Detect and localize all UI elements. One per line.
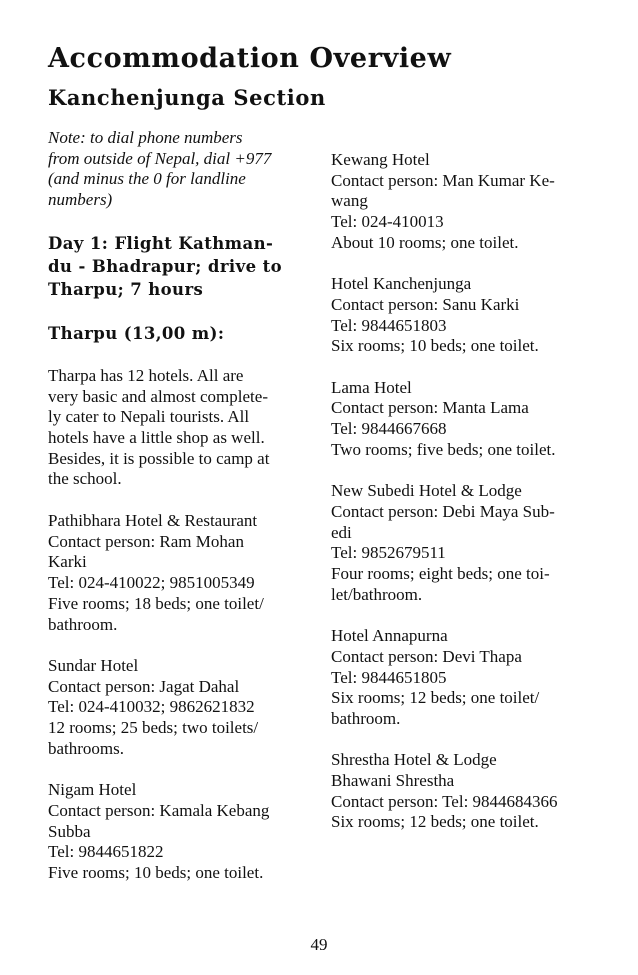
note-line: (and minus the 0 for landline: [48, 169, 246, 189]
hotel-line: Tel: 9852679511: [331, 543, 446, 563]
day-heading-line: du - Bhadrapur; drive to: [48, 256, 283, 276]
hotel-line: Contact person: Man Kumar Ke-: [331, 170, 555, 190]
hotel-line: About 10 rooms; one toilet.: [331, 232, 519, 252]
hotel-entry-kanchenjunga: [331, 274, 593, 357]
hotel-line: bathrooms.: [48, 738, 125, 758]
intro-line: ly cater to Nepali tourists. All: [48, 407, 250, 427]
hotel-line: Contact person: Ram Mohan: [48, 531, 244, 551]
hotel-line: Contact person: Manta Lama: [331, 398, 529, 418]
hotel-line: Shrestha Hotel & Lodge: [331, 750, 497, 770]
hotel-line: Five rooms; 18 beds; one toilet/: [48, 593, 264, 613]
hotel-entry-pathibhara: [48, 511, 310, 635]
hotel-line: Karki: [48, 552, 87, 572]
hotel-line: Lama Hotel: [331, 377, 412, 397]
note-line: Note: to dial phone numbers: [48, 128, 243, 147]
hotel-line: Six rooms; 12 beds; one toilet/: [331, 688, 540, 708]
hotel-line: Four rooms; eight beds; one toi-: [331, 564, 550, 584]
hotel-line: Six rooms; 10 beds; one toilet.: [331, 336, 539, 356]
hotel-line: Six rooms; 12 beds; one toilet.: [331, 812, 539, 832]
hotel-entry-shrestha: [331, 750, 593, 833]
intro-line: Besides, it is possible to camp at: [48, 448, 270, 468]
hotel-line: Tel: 9844651805: [331, 667, 447, 687]
hotel-entry-kewang: [331, 150, 593, 254]
hotel-line: wang: [331, 191, 368, 211]
left-column: [48, 128, 310, 904]
hotel-line: Tel: 9844667668: [331, 419, 447, 439]
hotel-line: Two rooms; five beds; one toilet.: [331, 439, 556, 459]
hotel-line: Sundar Hotel: [48, 655, 139, 675]
hotel-line: Kewang Hotel: [331, 150, 430, 169]
note-line: from outside of Nepal, dial +977: [48, 148, 272, 168]
hotel-line: let/bathroom.: [331, 584, 423, 604]
section-subtitle: Kanchenjunga Section: [48, 85, 326, 110]
note-line: numbers): [48, 190, 113, 210]
hotel-line: Five rooms; 10 beds; one toilet.: [48, 862, 264, 882]
hotel-line: Contact person: Sanu Karki: [331, 294, 520, 314]
hotel-line: Tel: 024-410022; 9851005349: [48, 573, 255, 593]
page-number: 49: [310, 935, 328, 954]
hotel-line: edi: [331, 522, 352, 542]
intro-line: hotels have a little shop as well.: [48, 427, 265, 447]
hotel-line: Hotel Annapurna: [331, 626, 448, 646]
hotel-line: Tel: 024-410013: [331, 212, 444, 232]
right-column: [331, 150, 593, 854]
hotel-line: Subba: [48, 821, 91, 841]
hotel-line: Nigam Hotel: [48, 780, 137, 800]
intro-line: very basic and almost complete-: [48, 386, 268, 406]
hotel-entry-sundar: [48, 656, 310, 760]
hotel-entry-lama: [331, 378, 593, 461]
dialing-note: [48, 128, 310, 211]
day-heading: [48, 232, 310, 301]
hotel-line: Contact person: Kamala Kebang: [48, 800, 270, 820]
day-heading-line: Day 1: Flight Kathman-: [48, 233, 274, 253]
hotel-line: bathroom.: [331, 708, 401, 728]
hotel-line: Contact person: Debi Maya Sub-: [331, 501, 555, 521]
place-heading-line: Tharpu (13,00 m):: [48, 323, 225, 343]
hotel-line: Tel: 024-410032; 9862621832: [48, 697, 255, 717]
intro-line: Tharpa has 12 hotels. All are: [48, 365, 244, 385]
page-title: Accommodation Overview: [48, 43, 452, 74]
hotel-line: Tel: 9844651822: [48, 842, 164, 862]
hotel-line: Hotel Kanchenjunga: [331, 274, 472, 294]
place-heading: [48, 322, 310, 345]
hotel-entry-annapurna: [331, 626, 593, 730]
hotel-line: Contact person: Devi Thapa: [331, 646, 522, 666]
day-heading-line: Tharpu; 7 hours: [48, 279, 204, 299]
hotel-line: Contact person: Tel: 9844684366: [331, 791, 558, 811]
hotel-line: Pathibhara Hotel & Restaurant: [48, 511, 258, 531]
hotel-line: Contact person: Jagat Dahal: [48, 676, 240, 696]
hotel-line: Tel: 9844651803: [331, 315, 447, 335]
hotel-entry-new-subedi: [331, 481, 593, 605]
hotel-line: 12 rooms; 25 beds; two toilets/: [48, 718, 259, 738]
hotel-line: New Subedi Hotel & Lodge: [331, 481, 522, 501]
hotel-line: Bhawani Shrestha: [331, 771, 455, 791]
hotel-line: bathroom.: [48, 614, 118, 634]
intro-line: the school.: [48, 469, 122, 489]
hotel-entry-nigam: [48, 780, 310, 884]
intro-paragraph: [48, 366, 310, 490]
